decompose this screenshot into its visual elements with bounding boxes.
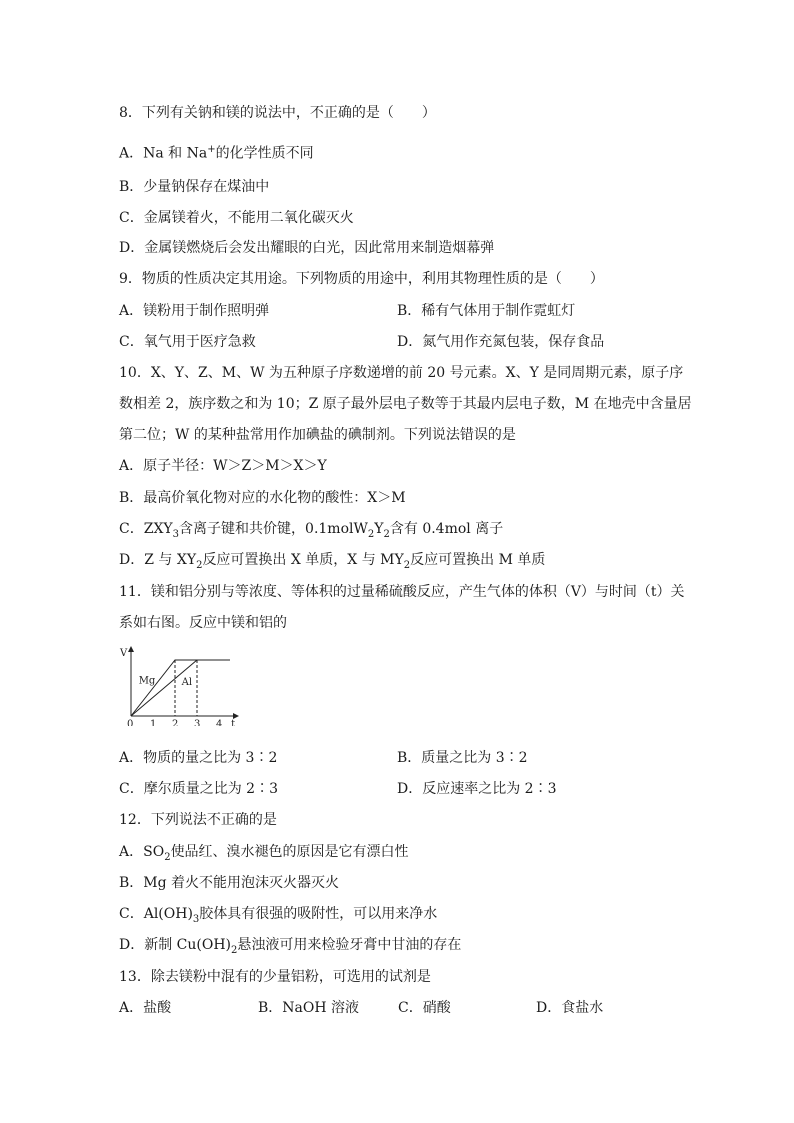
x-axis-label: t [231, 719, 236, 726]
y-axis [128, 646, 134, 716]
q11-stem-line2: 系如右图。反应中镁和铝的 [119, 615, 287, 631]
q13-option-c: C．硝酸 [398, 1000, 451, 1016]
q10-d-part3: 反应可置换出 M 单质 [410, 552, 546, 568]
q12-c-sub: 3 [192, 913, 200, 925]
q8-option-d: D．金属镁燃烧后会发出耀眼的白光，因此常用来制造烟幕弹 [119, 240, 495, 256]
q13-option-a: A．盐酸 [119, 1000, 172, 1016]
q12-option-c [119, 905, 437, 929]
q10-c-sub1: 3 [172, 528, 180, 540]
q9-option-b: B．稀有气体用于制作霓虹灯 [397, 303, 576, 319]
q10-c-part1: C．ZXY [119, 521, 173, 537]
q12-stem: 12．下列说法不正确的是 [119, 812, 277, 828]
q12-d-sub: 2 [231, 944, 238, 956]
q12-c-part2: 胶体具有很强的吸附性，可以用来净水 [199, 906, 438, 922]
q12-c-part1: C．Al(OH) [119, 906, 193, 922]
q9-option-d: D．氮气用作充氮包装，保存食品 [397, 334, 605, 350]
y-axis-label: V [120, 648, 128, 659]
q11-option-a: A．物质的量之比为 3∶2 [119, 750, 278, 766]
q13-option-b: B．NaOH 溶液 [258, 1000, 360, 1016]
q10-option-c [119, 520, 503, 544]
x-axis [131, 713, 239, 719]
q10-stem-line3: 第二位；W 的某种盐常用作加碘盐的碘制剂。下列说法错误的是 [119, 427, 516, 443]
q10-c-part2: 含离子键和共价键，0.1molW [179, 521, 368, 537]
q10-c-sub3: 2 [383, 528, 390, 540]
q8-option-a [119, 141, 314, 163]
q9-stem: 9．物质的性质决定其用途。下列物质的用途中，利用其物理性质的是（ ） [119, 271, 604, 287]
q12-d-part1: D．新制 Cu(OH) [119, 937, 232, 953]
q10-c-part4: 含有 0.4mol 离子 [389, 521, 504, 537]
q11-option-b: B．质量之比为 3∶2 [397, 750, 528, 766]
q12-a-sub: 2 [164, 851, 171, 863]
q13-option-d: D．食盐水 [536, 1000, 604, 1016]
q10-d-sub1: 2 [196, 559, 203, 571]
q8-option-c: C．金属镁着火，不能用二氧化碳灭火 [119, 210, 354, 226]
q12-d-part2: 悬浊液可用来检验牙膏中甘油的存在 [237, 937, 462, 953]
q12-option-d [119, 936, 461, 960]
q9-option-c: C．氧气用于医疗急救 [119, 334, 256, 350]
x-tick-label: 1 [150, 719, 157, 726]
q12-a-part1: A．SO [119, 844, 165, 860]
series-label-al: Al [181, 677, 193, 689]
q8-stem: 8．下列有关钠和镁的说法中，不正确的是（ ） [119, 105, 436, 121]
series-label-mg: Mg [138, 675, 156, 687]
q9-option-a: A．镁粉用于制作照明弹 [119, 303, 270, 319]
q8-a-text2: 的化学性质不同 [215, 145, 314, 162]
series-line-al [131, 660, 230, 716]
q8-a-sup: + [207, 144, 216, 155]
q11-option-c: C．摩尔质量之比为 2∶3 [119, 781, 278, 797]
q12-option-a [119, 843, 409, 867]
q10-c-part3: Y [374, 521, 384, 537]
q8-option-b: B．少量钠保存在煤油中 [119, 179, 270, 195]
x-tick-label: 3 [194, 719, 201, 726]
q10-option-b: B．最高价氧化物对应的水化物的酸性：X＞M [119, 490, 406, 506]
q10-stem-line2: 数相差 2，族序数之和为 10；Z 原子最外层电子数等于其最内层电子数，M 在地壳中含量居 [119, 396, 692, 412]
x-tick-label: 4 [216, 719, 223, 726]
x-tick-label: 2 [172, 719, 179, 726]
q10-d-part2: 反应可置换出 X 单质，X 与 MY [202, 552, 404, 568]
q10-d-part1: D．Z 与 XY [119, 552, 197, 568]
q11-stem-line1: 11．镁和铝分别与等浓度、等体积的过量稀硫酸反应，产生气体的体积（V）与时间（t）关 [119, 584, 685, 600]
series-line-mg [131, 660, 230, 716]
q8-a-text: A．Na 和 Na [119, 145, 208, 162]
q13-stem: 13．除去镁粉中混有的少量铝粉，可选用的试剂是 [119, 969, 431, 985]
q12-option-b: B．Mg 着火不能用泡沫灭火器灭火 [119, 875, 340, 891]
q10-option-a: A．原子半径：W＞Z＞M＞X＞Y [119, 458, 327, 474]
q12-a-part2: 使品红、溴水褪色的原因是它有漂白性 [170, 844, 409, 860]
q10-d-sub2: 2 [403, 559, 411, 571]
q11-option-d: D．反应速率之比为 2∶3 [397, 781, 557, 797]
volume-time-chart [117, 644, 243, 726]
x-tick-label: 0 [127, 719, 134, 726]
q10-stem-line1: 10．X、Y、Z、M、W 为五种原子序数递增的前 20 号元素。X、Y 是同周期元素，原子序 [119, 365, 684, 381]
q10-option-d [119, 551, 545, 575]
q10-c-sub2: 2 [367, 528, 375, 540]
